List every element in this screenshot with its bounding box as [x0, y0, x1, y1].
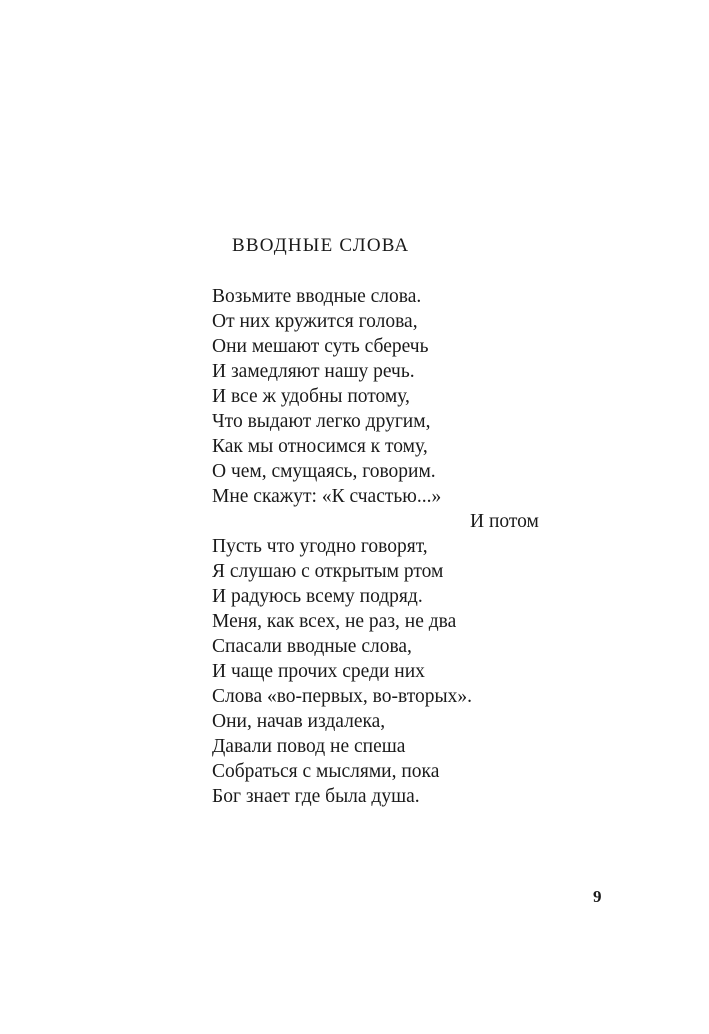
poem-line: И чаще прочих среди них	[212, 661, 425, 682]
poem-line: Спасали вводные слова,	[212, 636, 412, 657]
poem-line: И радуюсь всему подряд.	[212, 586, 423, 607]
poem-line: Собраться с мыслями, пока	[212, 761, 440, 782]
poem-body	[212, 284, 562, 809]
page-number: 9	[593, 887, 602, 906]
poem-line: Пусть что угодно говорят,	[212, 536, 428, 557]
poem-line: Они, начав издалека,	[212, 711, 386, 732]
poem-title: ВВОДНЫЕ СЛОВА	[232, 235, 410, 256]
poem-line: И все ж удобны потому,	[212, 386, 410, 407]
poem-line-indented: И потом	[470, 511, 539, 532]
poem-line: Бог знает где была душа.	[212, 786, 420, 807]
poem-line: О чем, смущаясь, говорим.	[212, 461, 436, 482]
poem-line: Слова «во-первых, во-вторых».	[212, 686, 472, 707]
poem-line: И замедляют нашу речь.	[212, 361, 415, 382]
poem-line: Меня, как всех, не раз, не два	[212, 611, 457, 632]
poem-line: Они мешают суть сберечь	[212, 336, 429, 357]
poem-line: Как мы относимся к тому,	[212, 436, 428, 457]
poem-line: Что выдают легко другим,	[212, 411, 431, 432]
poem-line: От них кружится голова,	[212, 311, 418, 332]
poem-line: Возьмите вводные слова.	[212, 286, 422, 307]
poem-line: Мне скажут: «К счастью...»	[212, 486, 442, 507]
poem-line: Давали повод не спеша	[212, 736, 406, 757]
poem-line: Я слушаю с открытым ртом	[212, 561, 444, 582]
